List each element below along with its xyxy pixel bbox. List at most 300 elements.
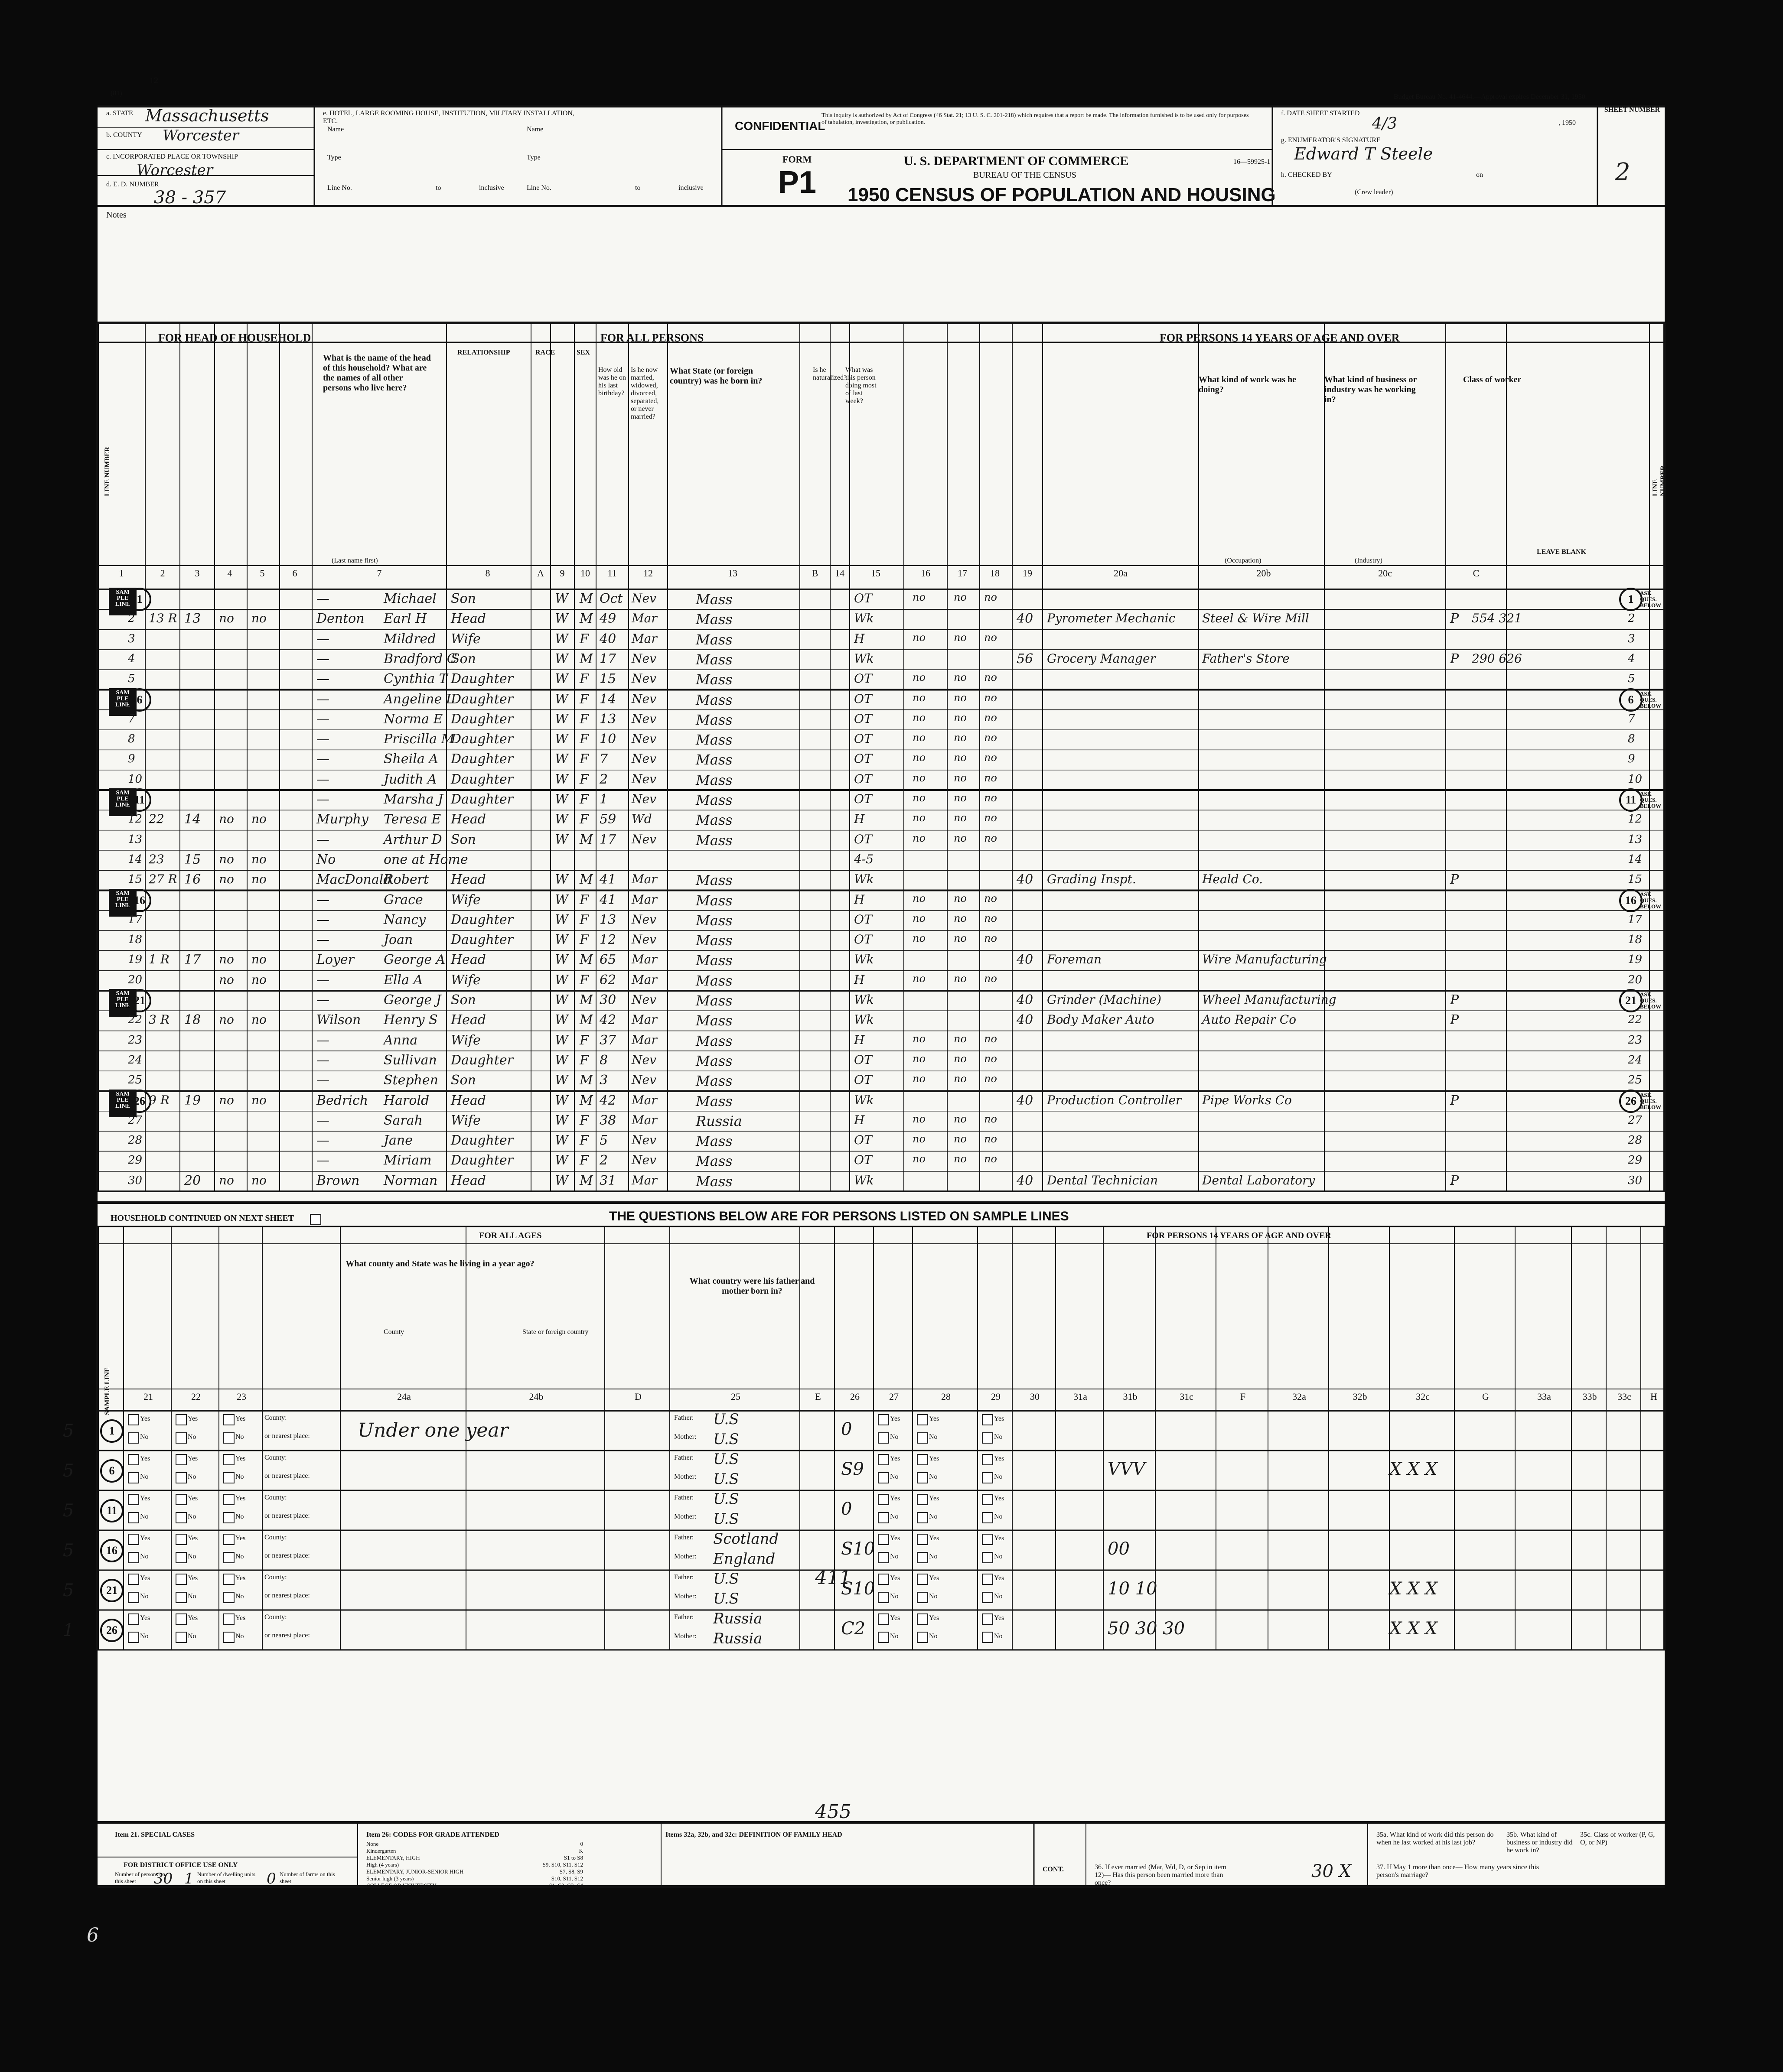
yes-no-checkbox[interactable] [128, 1552, 139, 1563]
col16: no [913, 751, 926, 764]
birthplace: Mass [696, 1173, 733, 1190]
office-code: 290 626 [1472, 651, 1522, 666]
line-number-right: 17 [1628, 913, 1643, 926]
yes-no-checkbox[interactable] [176, 1432, 187, 1444]
column-number: 20a [1114, 568, 1128, 579]
grade-code-value: S7, S8, S9 [559, 1868, 583, 1875]
line-number: 13 [128, 833, 143, 846]
highest-grade: 0 [841, 1499, 852, 1519]
yes-no-checkbox[interactable] [128, 1454, 139, 1465]
checkbox-label: Yes [890, 1455, 900, 1462]
hours-worked: 40 [1017, 992, 1033, 1008]
footer-handwritten-marks: 30 X [1311, 1861, 1352, 1881]
serial-number: 19 [184, 1093, 201, 1108]
hours-worked: 40 [1017, 1173, 1033, 1188]
yes-no-checkbox[interactable] [917, 1454, 928, 1465]
relationship: Son [451, 591, 476, 606]
col18: no [984, 972, 997, 985]
num-persons-label: Number of persons on this sheet [115, 1871, 165, 1884]
grade-code-name: ELEMENTARY, HIGH [366, 1854, 420, 1861]
yes-no-checkbox[interactable] [223, 1613, 235, 1625]
checkbox-label: No [929, 1593, 938, 1600]
father-label: Father: [674, 1494, 694, 1501]
line-number: 30 [128, 1174, 143, 1187]
q36: 36. If ever married (Mar, Wd, D, or Sep in item 12)— Has this person been married more than once? [1095, 1864, 1226, 1887]
yes-no-checkbox[interactable] [128, 1574, 139, 1585]
activity-last-week: OT [854, 771, 872, 786]
line-number-right: 24 [1628, 1053, 1643, 1067]
sample-line-number: 6 [100, 1459, 124, 1483]
col18: no [984, 591, 997, 603]
sheet-number-label: SHEET NUMBER [1604, 106, 1660, 114]
activity-last-week: Wk [854, 1012, 874, 1027]
lower-column-number: 22 [191, 1391, 201, 1402]
surname: — [316, 771, 329, 787]
sample-line-marker: SAM PLE LINE [109, 688, 137, 716]
yes-no-checkbox[interactable] [982, 1454, 993, 1465]
line-number: 20 [128, 973, 143, 986]
yes-no-checkbox[interactable] [878, 1414, 889, 1425]
race: W [555, 912, 568, 927]
sex: F [580, 691, 589, 707]
checkbox-label: No [235, 1553, 244, 1560]
form-number: P1 [778, 165, 817, 200]
class-of-worker: P [1450, 651, 1459, 667]
yes-no-checkbox[interactable] [982, 1592, 993, 1603]
cont-label: CONT. [1043, 1866, 1064, 1873]
state-value: Massachusetts [145, 106, 269, 125]
yes-no-checkbox[interactable] [878, 1592, 889, 1603]
yes-no-checkbox[interactable] [878, 1432, 889, 1444]
race: W [555, 1173, 568, 1188]
given-name: Cynthia T [384, 671, 448, 687]
given-name: Bradford C [384, 651, 457, 667]
farm-answer: no [219, 872, 234, 887]
line-number-circled: 6 [128, 688, 151, 712]
line-number-right: 15 [1628, 873, 1643, 886]
birthplace: Mass [696, 792, 733, 808]
yes-no-checkbox[interactable] [128, 1432, 139, 1444]
line-number-right: 29 [1628, 1154, 1643, 1167]
column-number: B [812, 568, 818, 579]
race-header: RACE [535, 349, 555, 356]
yes-no-checkbox[interactable] [128, 1592, 139, 1603]
surname: — [316, 792, 329, 807]
sex: F [580, 671, 589, 687]
sample-line-number: 11 [100, 1499, 124, 1522]
yes-no-checkbox[interactable] [128, 1512, 139, 1523]
col17: no [954, 972, 967, 985]
yes-no-checkbox[interactable] [223, 1552, 235, 1563]
given-name: Henry S [384, 1012, 438, 1028]
relationship: Daughter [451, 792, 513, 807]
yes-no-checkbox[interactable] [917, 1592, 928, 1603]
sample-line-number: 21 [100, 1579, 124, 1602]
yes-no-checkbox[interactable] [917, 1512, 928, 1523]
relationship: Head [451, 1173, 486, 1188]
occupation: Grocery Manager [1047, 651, 1156, 666]
yes-no-checkbox[interactable] [176, 1472, 187, 1483]
column-number: 7 [377, 568, 382, 579]
sample-line-marker: SAM PLE LINE [109, 889, 137, 917]
checkbox-label: No [188, 1553, 196, 1560]
household-continued-checkbox[interactable] [310, 1214, 321, 1225]
birthplace: Mass [696, 832, 733, 849]
code-411: 411 [815, 1567, 851, 1589]
age: 42 [600, 1093, 616, 1108]
sex: F [580, 892, 589, 908]
col17: no [954, 711, 967, 724]
class-of-worker: P [1450, 992, 1459, 1008]
yes-no-checkbox[interactable] [982, 1552, 993, 1563]
surname: — [316, 1112, 329, 1128]
surname: — [316, 711, 329, 727]
col18: no [984, 732, 997, 744]
sex: F [580, 631, 589, 647]
col16: no [913, 912, 926, 924]
sample-lines-title: THE QUESTIONS BELOW ARE FOR PERSONS LISTED ON SAMPLE LINES [609, 1209, 1069, 1223]
checkbox-label: No [188, 1473, 196, 1480]
checkbox-label: No [890, 1633, 899, 1640]
yes-no-checkbox[interactable] [917, 1552, 928, 1563]
highest-grade: 0 [841, 1419, 852, 1439]
yes-no-checkbox[interactable] [223, 1472, 235, 1483]
checkbox-label: No [140, 1433, 149, 1441]
line-number-right: 8 [1628, 732, 1635, 746]
grade-codes-table [366, 1841, 583, 1889]
surname: No [316, 852, 336, 867]
yes-no-checkbox[interactable] [917, 1534, 928, 1545]
to-label-1: to [436, 184, 441, 192]
birthplace: Mass [696, 591, 733, 608]
yes-no-checkbox[interactable] [982, 1432, 993, 1444]
checkbox-label: No [929, 1553, 938, 1560]
line-number-vertical-right: LINE NUMBER [1652, 465, 1667, 496]
yes-no-checkbox[interactable] [878, 1552, 889, 1563]
line-number-circled-right: 16 [1619, 889, 1643, 912]
col18: no [984, 1112, 997, 1125]
yes-no-checkbox[interactable] [982, 1574, 993, 1585]
col18: no [984, 812, 997, 824]
ask-ques-below-marker: ASK QUES. BELOW [1640, 991, 1662, 1010]
age: 42 [600, 1012, 616, 1028]
yes-no-checkbox[interactable] [982, 1472, 993, 1483]
relationship: Daughter [451, 691, 513, 707]
column-number: 1 [119, 568, 124, 579]
checkbox-label: Yes [140, 1614, 150, 1622]
sex: M [580, 651, 593, 667]
line-number-vertical-left: LINE NUMBER [104, 446, 111, 496]
doing-question: What was this person doing most of last week? [845, 366, 877, 405]
serial-number: 14 [184, 812, 201, 827]
yes-no-checkbox[interactable] [128, 1494, 139, 1505]
date-started-label: f. DATE SHEET STARTED [1281, 110, 1360, 117]
yes-no-checkbox[interactable] [878, 1512, 889, 1523]
checkbox-label: Yes [994, 1614, 1004, 1622]
hours-worked: 40 [1017, 611, 1033, 627]
line-number: 5 [128, 672, 135, 686]
birthplace: Mass [696, 932, 733, 949]
col18: no [984, 792, 997, 804]
line-number-circled: 16 [128, 889, 151, 912]
nearest-place-label: or nearest place: [264, 1552, 310, 1559]
checkbox-label: No [890, 1553, 899, 1560]
column-number: 19 [1023, 568, 1032, 579]
yes-no-checkbox[interactable] [223, 1534, 235, 1545]
yes-no-checkbox[interactable] [176, 1613, 187, 1625]
col16: no [913, 892, 926, 904]
col16: no [913, 832, 926, 844]
yes-no-checkbox[interactable] [917, 1574, 928, 1585]
birthplace: Mass [696, 912, 733, 929]
relationship: Son [451, 1073, 476, 1088]
notes-label: Notes [106, 210, 127, 220]
yes-no-checkbox[interactable] [223, 1592, 235, 1603]
marital-status: Mar [632, 1173, 657, 1187]
sample-row [63, 1411, 1665, 1451]
checkbox-label: No [994, 1593, 1003, 1600]
industry: Wire Manufacturing [1202, 952, 1327, 967]
yes-no-checkbox[interactable] [982, 1613, 993, 1625]
age: 13 [600, 711, 616, 727]
father-label: Father: [674, 1574, 694, 1581]
birthplace: Mass [696, 691, 733, 708]
given-name: Stephen [384, 1073, 438, 1088]
checkbox-label: Yes [929, 1415, 939, 1422]
yes-no-checkbox[interactable] [223, 1432, 235, 1444]
line-number: 14 [128, 852, 143, 866]
column-number: A [537, 568, 544, 579]
yes-no-checkbox[interactable] [223, 1454, 235, 1465]
industry: Wheel Manufacturing [1202, 992, 1336, 1007]
marital-status: Nev [632, 751, 656, 766]
checkbox-label: Yes [235, 1535, 246, 1542]
relationship: Daughter [451, 1052, 513, 1068]
yes-no-checkbox[interactable] [176, 1414, 187, 1425]
checkbox-label: Yes [929, 1455, 939, 1462]
yes-no-checkbox[interactable] [128, 1534, 139, 1545]
given-name: Jane [384, 1133, 413, 1148]
checkbox-label: Yes [235, 1495, 246, 1502]
line-number-right: 18 [1628, 933, 1643, 947]
dwelling-number: 1 R [149, 952, 169, 967]
relationship: Daughter [451, 1153, 513, 1168]
place-value: Worcester [137, 162, 213, 179]
industry-question: What kind of business or industry was he working in? [1324, 375, 1417, 404]
sex: M [580, 872, 593, 888]
lower-column-number: 31a [1073, 1391, 1087, 1402]
county-field-label: County: [264, 1534, 287, 1541]
activity-last-week: OT [854, 932, 872, 947]
yes-no-checkbox[interactable] [223, 1414, 235, 1425]
industry: Auto Repair Co [1202, 1012, 1297, 1027]
age: 30 [600, 992, 616, 1008]
relationship: Son [451, 832, 476, 847]
num-dwellings-value: 1 [184, 1870, 194, 1887]
sex: M [580, 591, 593, 606]
lower-column-number: F [1240, 1391, 1246, 1402]
yes-no-checkbox[interactable] [176, 1574, 187, 1585]
farm-answer: no [219, 852, 234, 866]
col18: no [984, 1153, 997, 1165]
farm-answer: no [219, 1093, 234, 1107]
yes-no-checkbox[interactable] [917, 1472, 928, 1483]
father-birthplace: Scotland [713, 1530, 779, 1548]
lower-column-number: 25 [731, 1391, 740, 1402]
date-started-value: 4/3 [1372, 115, 1397, 133]
age: 13 [600, 912, 616, 927]
enumerator-label: g. ENUMERATOR'S SIGNATURE [1281, 137, 1381, 144]
line-number-right: 27 [1628, 1113, 1643, 1127]
yes-no-checkbox[interactable] [223, 1512, 235, 1523]
checkbox-label: No [929, 1633, 938, 1640]
persons-14-header: FOR PERSONS 14 YEARS OF AGE AND OVER [1160, 332, 1400, 344]
yes-no-checkbox[interactable] [128, 1414, 139, 1425]
race: W [555, 651, 568, 667]
ask-ques-below-marker: ASK QUES. BELOW [1640, 590, 1662, 608]
yes-no-checkbox[interactable] [917, 1432, 928, 1444]
grade-code-row [366, 1854, 583, 1861]
relationship: Head [451, 872, 486, 888]
line-number-right: 12 [1628, 813, 1643, 826]
line-number-right: 30 [1628, 1174, 1643, 1187]
checkbox-label: No [140, 1553, 149, 1560]
budget-line: Budget Bureau No. 41-4644.—Approval expires December 31, 1950. [1394, 93, 1587, 101]
place-label: c. INCORPORATED PLACE OR TOWNSHIP [106, 153, 238, 160]
yes-no-checkbox[interactable] [128, 1613, 139, 1625]
q35b: 35b. What kind of business or industry did he work in? [1506, 1831, 1573, 1854]
yes-no-checkbox[interactable] [176, 1632, 187, 1643]
yes-no-checkbox[interactable] [917, 1613, 928, 1625]
yes-no-checkbox[interactable] [176, 1552, 187, 1563]
grade-code-name: High (4 years) [366, 1861, 399, 1868]
col16: no [913, 732, 926, 744]
column-number: 15 [871, 568, 880, 579]
confidential-text: This inquiry is authorized by Act of Congress (46 Stat. 21; 13 U. S. C. 201-218) which requires that a report be made. The information furnished is to be used only for purposes of tabulation, investigation, or publication. [821, 112, 1249, 126]
checkbox-label: Yes [140, 1495, 150, 1502]
county-col-label: County [384, 1328, 404, 1336]
relationship: Daughter [451, 771, 513, 787]
yes-no-checkbox[interactable] [128, 1472, 139, 1483]
col17: no [954, 932, 967, 945]
age: 65 [600, 952, 616, 968]
checkbox-label: No [140, 1473, 149, 1480]
age: 37 [600, 1032, 616, 1048]
yes-no-checkbox[interactable] [982, 1414, 993, 1425]
given-name: Norman [384, 1173, 438, 1188]
race: W [555, 691, 568, 707]
column-number: 14 [835, 568, 844, 579]
income-entries: 00 [1108, 1539, 1130, 1559]
mother-birthplace: U.S [713, 1510, 739, 1528]
yes-no-checkbox[interactable] [176, 1494, 187, 1505]
grade-code-name: None [366, 1841, 379, 1847]
race: W [555, 591, 568, 606]
hours-worked: 40 [1017, 952, 1033, 968]
yes-no-checkbox[interactable] [878, 1494, 889, 1505]
mother-birthplace: U.S [713, 1590, 739, 1607]
family-income-entries: X X X [1389, 1579, 1437, 1599]
line-number-circled-right: 11 [1619, 788, 1643, 812]
grade-code-value: K [579, 1848, 583, 1854]
yes-no-checkbox[interactable] [982, 1512, 993, 1523]
yes-no-checkbox[interactable] [878, 1574, 889, 1585]
col17: no [954, 912, 967, 924]
yes-no-checkbox[interactable] [917, 1414, 928, 1425]
birthplace: Mass [696, 631, 733, 648]
given-name: Mildred [384, 631, 436, 647]
yes-no-checkbox[interactable] [878, 1472, 889, 1483]
yes-no-checkbox[interactable] [982, 1494, 993, 1505]
yes-no-checkbox[interactable] [878, 1613, 889, 1625]
sex: F [580, 932, 589, 948]
col17: no [954, 812, 967, 824]
marital-status: Nev [632, 1073, 656, 1087]
yes-no-checkbox[interactable] [176, 1534, 187, 1545]
activity-last-week: H [854, 972, 865, 987]
father-birthplace: Russia [713, 1610, 763, 1627]
checkbox-label: No [140, 1513, 149, 1520]
col18: no [984, 1073, 997, 1085]
yes-no-checkbox[interactable] [176, 1592, 187, 1603]
surname: Denton [316, 611, 365, 627]
given-name: Sullivan [384, 1052, 437, 1068]
grade-code-row [366, 1848, 583, 1854]
col16: no [913, 812, 926, 824]
form-code: 16—59925-1 [1233, 158, 1271, 166]
q35c: 35c. Class of worker (P, G, O, or NP) [1580, 1831, 1655, 1846]
yes-no-checkbox[interactable] [917, 1632, 928, 1643]
serial-number: 13 [184, 611, 201, 627]
col17: no [954, 832, 967, 844]
yes-no-checkbox[interactable] [878, 1454, 889, 1465]
state-col-label: State or foreign country [522, 1328, 589, 1336]
grade-code-name: ELEMENTARY, JUNIOR-SENIOR HIGH [366, 1868, 464, 1875]
yes-no-checkbox[interactable] [223, 1574, 235, 1585]
relationship: Head [451, 1093, 486, 1108]
yes-no-checkbox[interactable] [878, 1534, 889, 1545]
mother-label: Mother: [674, 1433, 697, 1441]
yes-no-checkbox[interactable] [982, 1632, 993, 1643]
dwelling-number: 13 R [149, 611, 177, 626]
yes-no-checkbox[interactable] [982, 1534, 993, 1545]
race: W [555, 631, 568, 647]
column-number: 12 [643, 568, 653, 579]
county-year-ago: Under one year [358, 1419, 508, 1441]
yes-no-checkbox[interactable] [176, 1512, 187, 1523]
marital-status: Nev [632, 671, 656, 686]
line-number-circled-right: 1 [1619, 588, 1643, 611]
yes-no-checkbox[interactable] [223, 1494, 235, 1505]
col17: no [954, 671, 967, 684]
num-dwellings-label: Number of dwelling units on this sheet [197, 1871, 255, 1884]
occupation: Grading Inspt. [1047, 872, 1136, 887]
household-continued-label: HOUSEHOLD CONTINUED ON NEXT SHEET [111, 1213, 294, 1223]
given-name: Teresa E [384, 812, 441, 827]
yes-no-checkbox[interactable] [917, 1494, 928, 1505]
age: Oct [600, 591, 623, 606]
county-field-label: County: [264, 1494, 287, 1501]
checkbox-label: No [188, 1513, 196, 1520]
county-field-label: County: [264, 1454, 287, 1461]
yes-no-checkbox[interactable] [878, 1632, 889, 1643]
num-farms-label: Number of farms on this sheet [280, 1871, 335, 1884]
sample-row [63, 1610, 1665, 1650]
yes-no-checkbox[interactable] [223, 1632, 235, 1643]
yes-no-checkbox[interactable] [176, 1454, 187, 1465]
yes-no-checkbox[interactable] [128, 1632, 139, 1643]
relationship: Daughter [451, 711, 513, 727]
